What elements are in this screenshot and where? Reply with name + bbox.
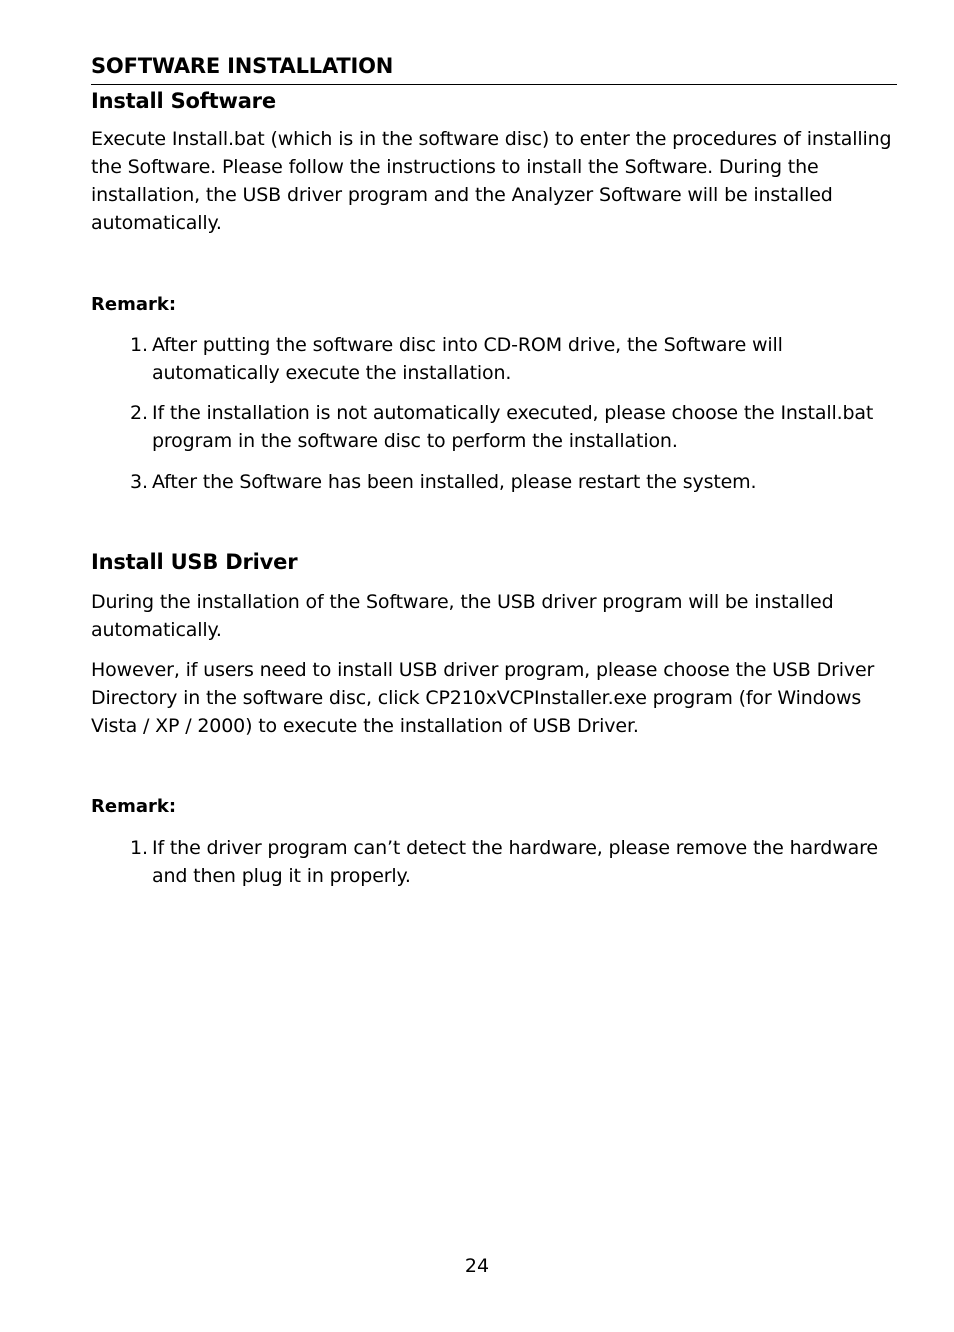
remark-item-text: If the driver program can’t detect the hardware, please remove the hardware and then plug it in properly. bbox=[152, 837, 878, 887]
remark-item-text: After putting the software disc into CD-ROM drive, the Software will automatically execute the installation. bbox=[152, 334, 783, 384]
remark-item bbox=[130, 399, 897, 455]
usb-driver-remark-list bbox=[91, 834, 897, 890]
remark-item-text: If the installation is not automatically executed, please choose the Install.bat program in the software disc to perform the installation. bbox=[152, 402, 874, 452]
install-usb-driver-heading: Install USB Driver bbox=[91, 550, 298, 574]
remark-item-number: 2. bbox=[130, 402, 148, 424]
install-software-heading: Install Software bbox=[91, 89, 276, 113]
install-software-paragraph: Execute Install.bat (which is in the software disc) to enter the procedures of installing the Software. Please follow the instructions to install the Software. During the installation, the USB driver program and the Analyzer Software will be installed automatically. bbox=[91, 128, 892, 234]
remark-item bbox=[130, 331, 897, 387]
page-number: 24 bbox=[464, 1255, 490, 1277]
remark-item-number: 1. bbox=[130, 334, 148, 356]
install-software-remark-label: Remark: bbox=[91, 294, 177, 315]
remark-item-number: 3. bbox=[130, 471, 148, 493]
usb-driver-remark-label: Remark: bbox=[91, 796, 177, 817]
remark-item-number: 1. bbox=[130, 837, 148, 859]
usb-driver-paragraph-2: However, if users need to install USB driver program, please choose the USB Driver Directory in the software disc, click CP210xVCPInstaller.exe program (for Windows Vista / XP / 2000) to execute the installation of USB Driver. bbox=[91, 659, 875, 737]
remark-item bbox=[130, 468, 897, 496]
install-software-remark-list bbox=[91, 331, 897, 496]
remark-item-text: After the Software has been installed, please restart the system. bbox=[152, 471, 757, 493]
section-title: SOFTWARE INSTALLATION bbox=[91, 52, 897, 85]
usb-driver-paragraph-1: During the installation of the Software, the USB driver program will be installed automatically. bbox=[91, 591, 834, 641]
manual-page bbox=[91, 52, 897, 890]
remark-item bbox=[130, 834, 897, 890]
